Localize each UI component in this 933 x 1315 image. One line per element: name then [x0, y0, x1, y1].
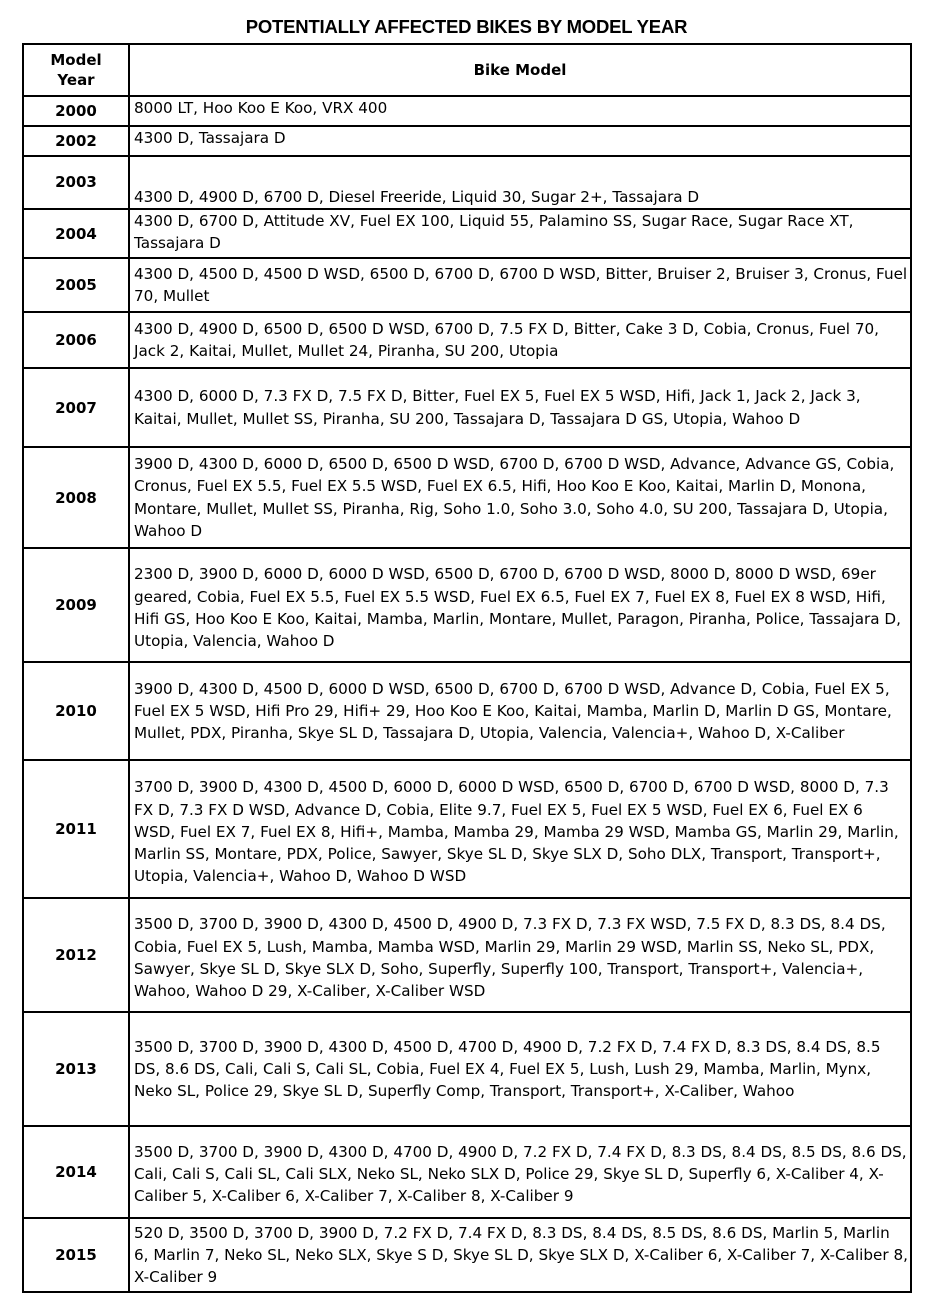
affected-bikes-table [22, 43, 912, 1293]
bike-models-cell: 3500 D, 3700 D, 3900 D, 4300 D, 4500 D, 4700 D, 4900 D, 7.2 FX D, 7.4 FX D, 8.3 DS, 8.4 DS, 8.5 DS, 8.6 DS, Cali, Cali S, Cali SL, Cobia, Fuel EX 4, Fuel EX 5, Lush, Lush 29, Mamba, Marlin, Mynx, Neko SL, Police 29, Skye SL D, Superfly Comp, Transport, Transport+, X-Caliber, Wahoo [129, 1012, 911, 1126]
table-row [23, 156, 911, 209]
model-year-cell: 2013 [23, 1012, 129, 1126]
table-row [23, 548, 911, 662]
table-row [23, 209, 911, 258]
model-year-cell: 2008 [23, 447, 129, 548]
bike-models-cell: 4300 D, 4900 D, 6700 D, Diesel Freeride, Liquid 30, Sugar 2+, Tassajara D [129, 156, 911, 209]
table-row [23, 1126, 911, 1218]
bike-models-cell: 3500 D, 3700 D, 3900 D, 4300 D, 4700 D, 4900 D, 7.2 FX D, 7.4 FX D, 8.3 DS, 8.4 DS, 8.5 DS, 8.6 DS, Cali, Cali S, Cali SL, Cali SLX, Neko SL, Neko SLX D, Police 29, Skye SL D, Superfly 6, X-Caliber 4, X-Caliber 5, X-Caliber 6, X-Caliber 7, X-Caliber 8, X-Caliber 9 [129, 1126, 911, 1218]
table-row [23, 368, 911, 447]
table-row [23, 662, 911, 760]
table-row [23, 126, 911, 156]
bike-models-cell: 3900 D, 4300 D, 6000 D, 6500 D, 6500 D WSD, 6700 D, 6700 D WSD, Advance, Advance GS, Cobia, Cronus, Fuel EX 5.5, Fuel EX 5.5 WSD, Fuel EX 6.5, Hifi, Hoo Koo E Koo, Kaitai, Marlin D, Monona, Montare, Mullet, Mullet SS, Piranha, Rig, Soho 1.0, Soho 3.0, Soho 4.0, SU 200, Tassajara D, Utopia, Wahoo D [129, 447, 911, 548]
table-header-row [23, 44, 911, 96]
model-year-cell: 2003 [23, 156, 129, 209]
model-year-cell: 2005 [23, 258, 129, 312]
bike-models-cell: 4300 D, 4900 D, 6500 D, 6500 D WSD, 6700 D, 7.5 FX D, Bitter, Cake 3 D, Cobia, Cronus, Fuel 70, Jack 2, Kaitai, Mullet, Mullet 24, Piranha, SU 200, Utopia [129, 312, 911, 368]
table-row [23, 312, 911, 368]
bike-models-cell: 4300 D, 6700 D, Attitude XV, Fuel EX 100, Liquid 55, Palamino SS, Sugar Race, Sugar Race XT, Tassajara D [129, 209, 911, 258]
bike-models-cell: 520 D, 3500 D, 3700 D, 3900 D, 7.2 FX D, 7.4 FX D, 8.3 DS, 8.4 DS, 8.5 DS, 8.6 DS, Marlin 5, Marlin 6, Marlin 7, Neko SL, Neko SLX, Skye S D, Skye SL D, Skye SLX D, X-Caliber 6, X-Caliber 7, X-Caliber 8, X-Caliber 9 [129, 1218, 911, 1292]
model-year-cell: 2009 [23, 548, 129, 662]
model-year-cell: 2007 [23, 368, 129, 447]
model-year-cell: 2014 [23, 1126, 129, 1218]
table-row [23, 1218, 911, 1292]
model-year-cell: 2012 [23, 898, 129, 1012]
table-row [23, 1012, 911, 1126]
table-row [23, 760, 911, 898]
model-year-cell: 2004 [23, 209, 129, 258]
table-row [23, 258, 911, 312]
header-model-year: Model Year [23, 44, 129, 96]
model-year-cell: 2002 [23, 126, 129, 156]
bike-models-cell: 3900 D, 4300 D, 4500 D, 6000 D WSD, 6500 D, 6700 D, 6700 D WSD, Advance D, Cobia, Fuel EX 5, Fuel EX 5 WSD, Hifi Pro 29, Hifi+ 29, Hoo Koo E Koo, Kaitai, Mamba, Marlin D, Marlin D GS, Montare, Mullet, PDX, Piranha, Skye SL D, Tassajara D, Utopia, Valencia, Valencia+, Wahoo D, X-Caliber [129, 662, 911, 760]
model-year-cell: 2010 [23, 662, 129, 760]
table-row [23, 96, 911, 126]
table-row [23, 447, 911, 548]
page-title: POTENTIALLY AFFECTED BIKES BY MODEL YEAR [245, 16, 688, 37]
bike-models-cell: 3500 D, 3700 D, 3900 D, 4300 D, 4500 D, 4900 D, 7.3 FX D, 7.3 FX WSD, 7.5 FX D, 8.3 DS, 8.4 DS, Cobia, Fuel EX 5, Lush, Mamba, Mamba WSD, Marlin 29, Marlin 29 WSD, Marlin SS, Neko SL, PDX, Sawyer, Skye SL D, Skye SLX D, Soho, Superfly, Superfly 100, Transport, Transport+, Valencia+, Wahoo, Wahoo D 29, X-Caliber, X-Caliber WSD [129, 898, 911, 1012]
model-year-cell: 2006 [23, 312, 129, 368]
header-bike-model: Bike Model [129, 44, 911, 96]
bike-models-cell: 3700 D, 3900 D, 4300 D, 4500 D, 6000 D, 6000 D WSD, 6500 D, 6700 D, 6700 D WSD, 8000 D, 7.3 FX D, 7.3 FX D WSD, Advance D, Cobia, Elite 9.7, Fuel EX 5, Fuel EX 5 WSD, Fuel EX 6, Fuel EX 6 WSD, Fuel EX 7, Fuel EX 8, Hifi+, Mamba, Mamba 29, Mamba 29 WSD, Mamba GS, Marlin 29, Marlin, Marlin SS, Montare, PDX, Police, Sawyer, Skye SL D, Skye SLX D, Soho DLX, Transport, Transport+, Utopia, Valencia+, Wahoo D, Wahoo D WSD [129, 760, 911, 898]
bike-models-cell: 2300 D, 3900 D, 6000 D, 6000 D WSD, 6500 D, 6700 D, 6700 D WSD, 8000 D, 8000 D WSD, 69er geared, Cobia, Fuel EX 5.5, Fuel EX 5.5 WSD, Fuel EX 6.5, Fuel EX 7, Fuel EX 8, Fuel EX 8 WSD, Hifi, Hifi GS, Hoo Koo E Koo, Kaitai, Mamba, Marlin, Montare, Mullet, Paragon, Piranha, Police, Tassajara D, Utopia, Valencia, Wahoo D [129, 548, 911, 662]
bike-models-cell: 4300 D, 6000 D, 7.3 FX D, 7.5 FX D, Bitter, Fuel EX 5, Fuel EX 5 WSD, Hifi, Jack 1, Jack 2, Jack 3, Kaitai, Mullet, Mullet SS, Piranha, SU 200, Tassajara D, Tassajara D GS, Utopia, Wahoo D [129, 368, 911, 447]
table-row [23, 898, 911, 1012]
model-year-cell: 2011 [23, 760, 129, 898]
bike-models-cell: 8000 LT, Hoo Koo E Koo, VRX 400 [129, 96, 911, 126]
bike-models-cell: 4300 D, Tassajara D [129, 126, 911, 156]
model-year-cell: 2000 [23, 96, 129, 126]
model-year-cell: 2015 [23, 1218, 129, 1292]
bike-models-cell: 4300 D, 4500 D, 4500 D WSD, 6500 D, 6700 D, 6700 D WSD, Bitter, Bruiser 2, Bruiser 3, Cronus, Fuel 70, Mullet [129, 258, 911, 312]
